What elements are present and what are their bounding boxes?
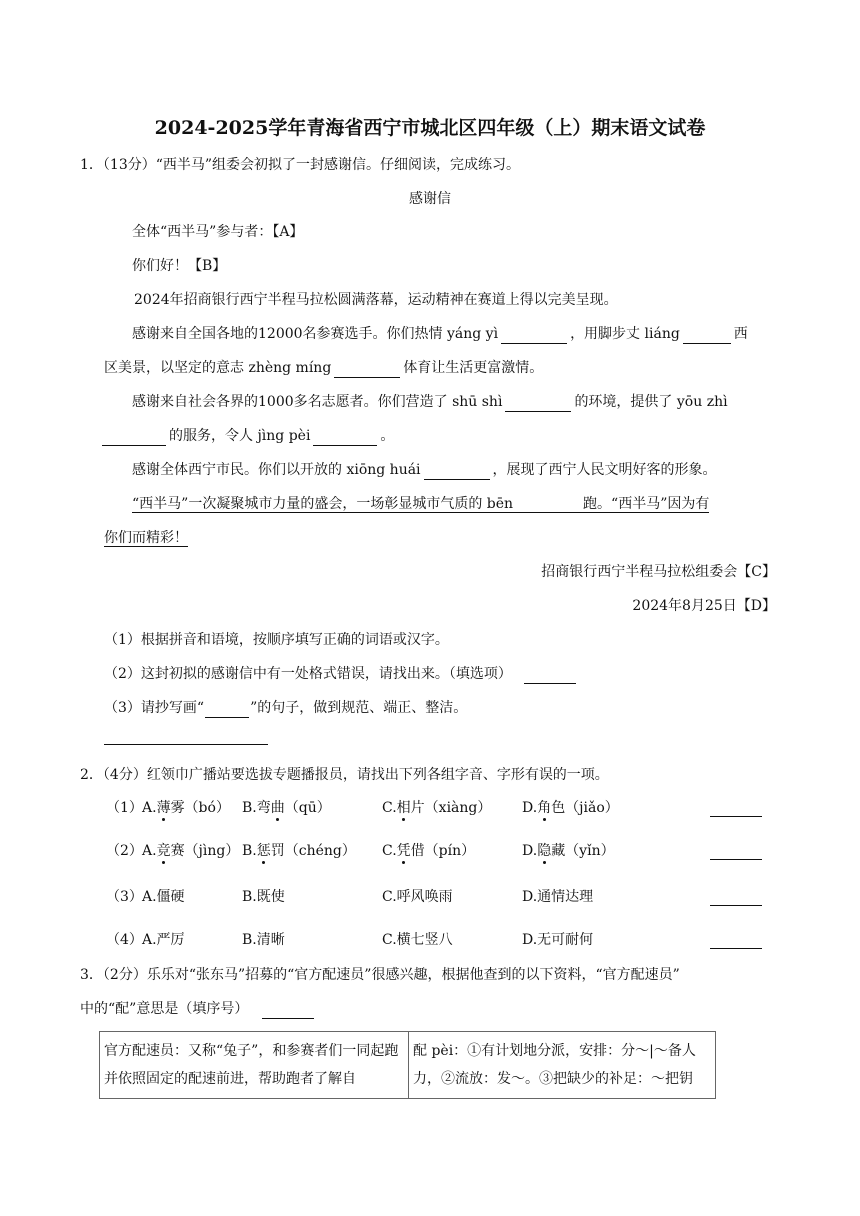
option-text: D. bbox=[522, 800, 538, 816]
q2-stem: 2．（4分）红领巾广播站要选拔专题播报员，请找出下列各组字音、字形有误的一项。 bbox=[80, 767, 609, 783]
text-segment: ，展现了西宁人民文明好客的形象。 bbox=[492, 462, 717, 478]
answer-blank-yangyi[interactable] bbox=[501, 327, 567, 344]
option-dotted-char: 凭 bbox=[396, 843, 411, 859]
answer-blank-xionghuai[interactable] bbox=[424, 463, 490, 480]
q3-stem-line-1: 3．（2分）乐乐对“张东马”招募的“官方配速员”很感兴趣，根据他查到的以下资料，“官方配速员” bbox=[80, 967, 680, 983]
text-segment: 西 bbox=[733, 326, 748, 342]
q1-sub1: （1）根据拼音和语境，按顺序填写正确的词语或汉字。 bbox=[104, 632, 449, 648]
text-segment: 区美景，以坚定的意志 zhèng míng bbox=[104, 360, 332, 376]
option-dotted-char: 曲 bbox=[270, 800, 285, 816]
option-text: 罚（chéng） bbox=[270, 843, 356, 859]
option-text: C.呼风唤雨 bbox=[382, 889, 453, 905]
option-dotted-char: 薄 bbox=[156, 800, 171, 816]
text-segment: 感谢来自社会各界的1000多名志愿者。你们营造了 shū shì bbox=[132, 394, 503, 410]
option-text: C. bbox=[382, 800, 397, 816]
option-dotted-char: 竞 bbox=[156, 843, 171, 859]
option-text: （qū） bbox=[284, 800, 331, 816]
letter-paragraph-4 bbox=[132, 460, 717, 480]
option-text: 藏（yǐn） bbox=[551, 843, 615, 859]
text-segment: （3）请抄写画“ bbox=[104, 700, 205, 716]
letter-date: 2024年8月25日【D】 bbox=[632, 598, 776, 614]
answer-blank-liang[interactable] bbox=[683, 327, 731, 344]
answer-blank-q2[interactable] bbox=[710, 816, 762, 817]
option-dotted-char: 惩 bbox=[256, 843, 271, 859]
option-text: A.僵硬 bbox=[142, 889, 185, 905]
answer-blank-q2[interactable] bbox=[710, 948, 762, 949]
option-text: 赛（jìng） bbox=[170, 843, 240, 859]
letter-paragraph-2-line-2 bbox=[104, 358, 543, 378]
text-segment: 感谢来自全国各地的12000名参赛选手。你们热情 yáng yì bbox=[132, 326, 499, 342]
exam-title: 2024-2025学年青海省西宁市城北区四年级（上）期末语文试卷 bbox=[154, 117, 706, 139]
answer-blank-sub2[interactable] bbox=[524, 667, 576, 684]
option-a bbox=[142, 887, 185, 907]
option-text: D.通情达理 bbox=[522, 889, 594, 905]
option-c bbox=[382, 798, 491, 818]
letter-title: 感谢信 bbox=[409, 191, 451, 207]
option-text: 借（pín） bbox=[410, 843, 476, 859]
option-b bbox=[242, 798, 331, 818]
q1-sub2 bbox=[104, 664, 579, 684]
option-d bbox=[522, 798, 619, 818]
option-dotted-char: 隐 bbox=[537, 843, 552, 859]
text-segment: 感谢全体西宁市民。你们以开放的 xiōng huái bbox=[132, 462, 421, 478]
underlined-sentence-end: 你们而精彩！ bbox=[104, 530, 188, 546]
option-b bbox=[242, 930, 285, 950]
text-segment: “西半马”一次凝聚城市力量的盛会，一场彰显城市气质的 bēn bbox=[132, 496, 514, 512]
letter-greeting: 你们好！【B】 bbox=[132, 258, 227, 274]
option-dotted-char: 相 bbox=[396, 800, 411, 816]
letter-paragraph-5-line-1 bbox=[132, 494, 709, 514]
q1-stem: 1．（13分）“西半马”组委会初拟了一封感谢信。仔细阅读，完成练习。 bbox=[80, 157, 521, 173]
option-c bbox=[382, 887, 453, 907]
option-row-number: （2） bbox=[106, 843, 143, 859]
option-row-number: （4） bbox=[106, 932, 143, 948]
text-segment: 跑。“西半马”因为有 bbox=[583, 496, 710, 512]
answer-blank-jingpei[interactable] bbox=[313, 429, 377, 446]
option-text: A.严厉 bbox=[142, 932, 185, 948]
letter-paragraph-1: 2024年招商银行西宁半程马拉松圆满落幕，运动精神在赛道上得以完美呈现。 bbox=[134, 292, 618, 308]
option-row-number: （1） bbox=[106, 800, 143, 816]
option-text: D.无可耐何 bbox=[522, 932, 594, 948]
letter-signature: 招商银行西宁半程马拉松组委会【C】 bbox=[541, 564, 776, 580]
table-cell-dictionary: 配 pèi：①有计划地分派，安排：分～|～备人力，②流放：发～。③把缺少的补足：～把钥 bbox=[409, 1032, 716, 1099]
letter-paragraph-3-line-2 bbox=[102, 426, 394, 446]
option-text: 片（xiàng） bbox=[410, 800, 492, 816]
text-segment: 的环境，提供了 yōu zhì bbox=[574, 394, 728, 410]
answer-blank-q2[interactable] bbox=[710, 859, 762, 860]
q1-sub3 bbox=[104, 698, 467, 718]
option-d bbox=[522, 887, 593, 907]
option-text: A. bbox=[142, 800, 157, 816]
option-text: D. bbox=[522, 843, 538, 859]
option-text: 雾（bó） bbox=[170, 800, 230, 816]
option-text: B.弯 bbox=[242, 800, 271, 816]
text-segment: 。 bbox=[380, 428, 395, 444]
text-segment: ，用脚步丈 liáng bbox=[570, 326, 680, 342]
underline-sample bbox=[205, 701, 249, 718]
letter-paragraph-3-line-1 bbox=[132, 392, 728, 412]
answer-blank-q2[interactable] bbox=[710, 905, 762, 906]
text-segment: ”的句子，做到规范、端正、整洁。 bbox=[250, 700, 468, 716]
option-c bbox=[382, 841, 475, 861]
reference-table bbox=[99, 1031, 716, 1099]
text-segment: 的服务，令人 jìng pèi bbox=[169, 428, 311, 444]
option-row-number: （3） bbox=[106, 889, 143, 905]
option-dotted-char: 角 bbox=[537, 800, 552, 816]
option-text: B.既使 bbox=[242, 889, 285, 905]
option-b bbox=[242, 841, 356, 861]
text-segment: （2）这封初拟的感谢信中有一处格式错误，请找出来。（填选项） bbox=[104, 666, 512, 682]
option-text: C. bbox=[382, 843, 397, 859]
text-segment: 体育让生活更富激情。 bbox=[403, 360, 544, 376]
option-d bbox=[522, 841, 615, 861]
option-a bbox=[142, 930, 185, 950]
option-a bbox=[142, 841, 239, 861]
option-text: A. bbox=[142, 843, 157, 859]
underlined-sentence bbox=[132, 496, 709, 513]
answer-line-sub3[interactable] bbox=[104, 744, 268, 745]
option-text: 色（jiǎo） bbox=[551, 800, 619, 816]
table-row bbox=[100, 1032, 716, 1099]
option-c bbox=[382, 930, 453, 950]
option-text: B. bbox=[242, 843, 257, 859]
text-segment: 中的“配”意思是（填序号） bbox=[80, 1001, 249, 1017]
answer-blank-shushi[interactable] bbox=[505, 395, 571, 412]
option-a bbox=[142, 798, 230, 818]
option-text: B.清晰 bbox=[242, 932, 285, 948]
option-b bbox=[242, 887, 285, 907]
q3-stem-line-2 bbox=[80, 999, 317, 1019]
answer-blank-zhengming[interactable] bbox=[334, 361, 400, 378]
answer-blank-youzhi[interactable] bbox=[102, 429, 166, 446]
letter-paragraph-5-line-2 bbox=[104, 528, 188, 548]
table-cell-definition: 官方配速员：又称“兔子”，和参赛者们一同起跑并依照固定的配速前进，帮助跑者了解自 bbox=[100, 1032, 409, 1099]
answer-blank-q3[interactable] bbox=[262, 1002, 314, 1019]
letter-paragraph-2-line-1 bbox=[132, 324, 748, 344]
letter-salutation: 全体“西半马”参与者：【A】 bbox=[132, 224, 304, 240]
option-d bbox=[522, 930, 593, 950]
option-text: C.横七竖八 bbox=[382, 932, 453, 948]
